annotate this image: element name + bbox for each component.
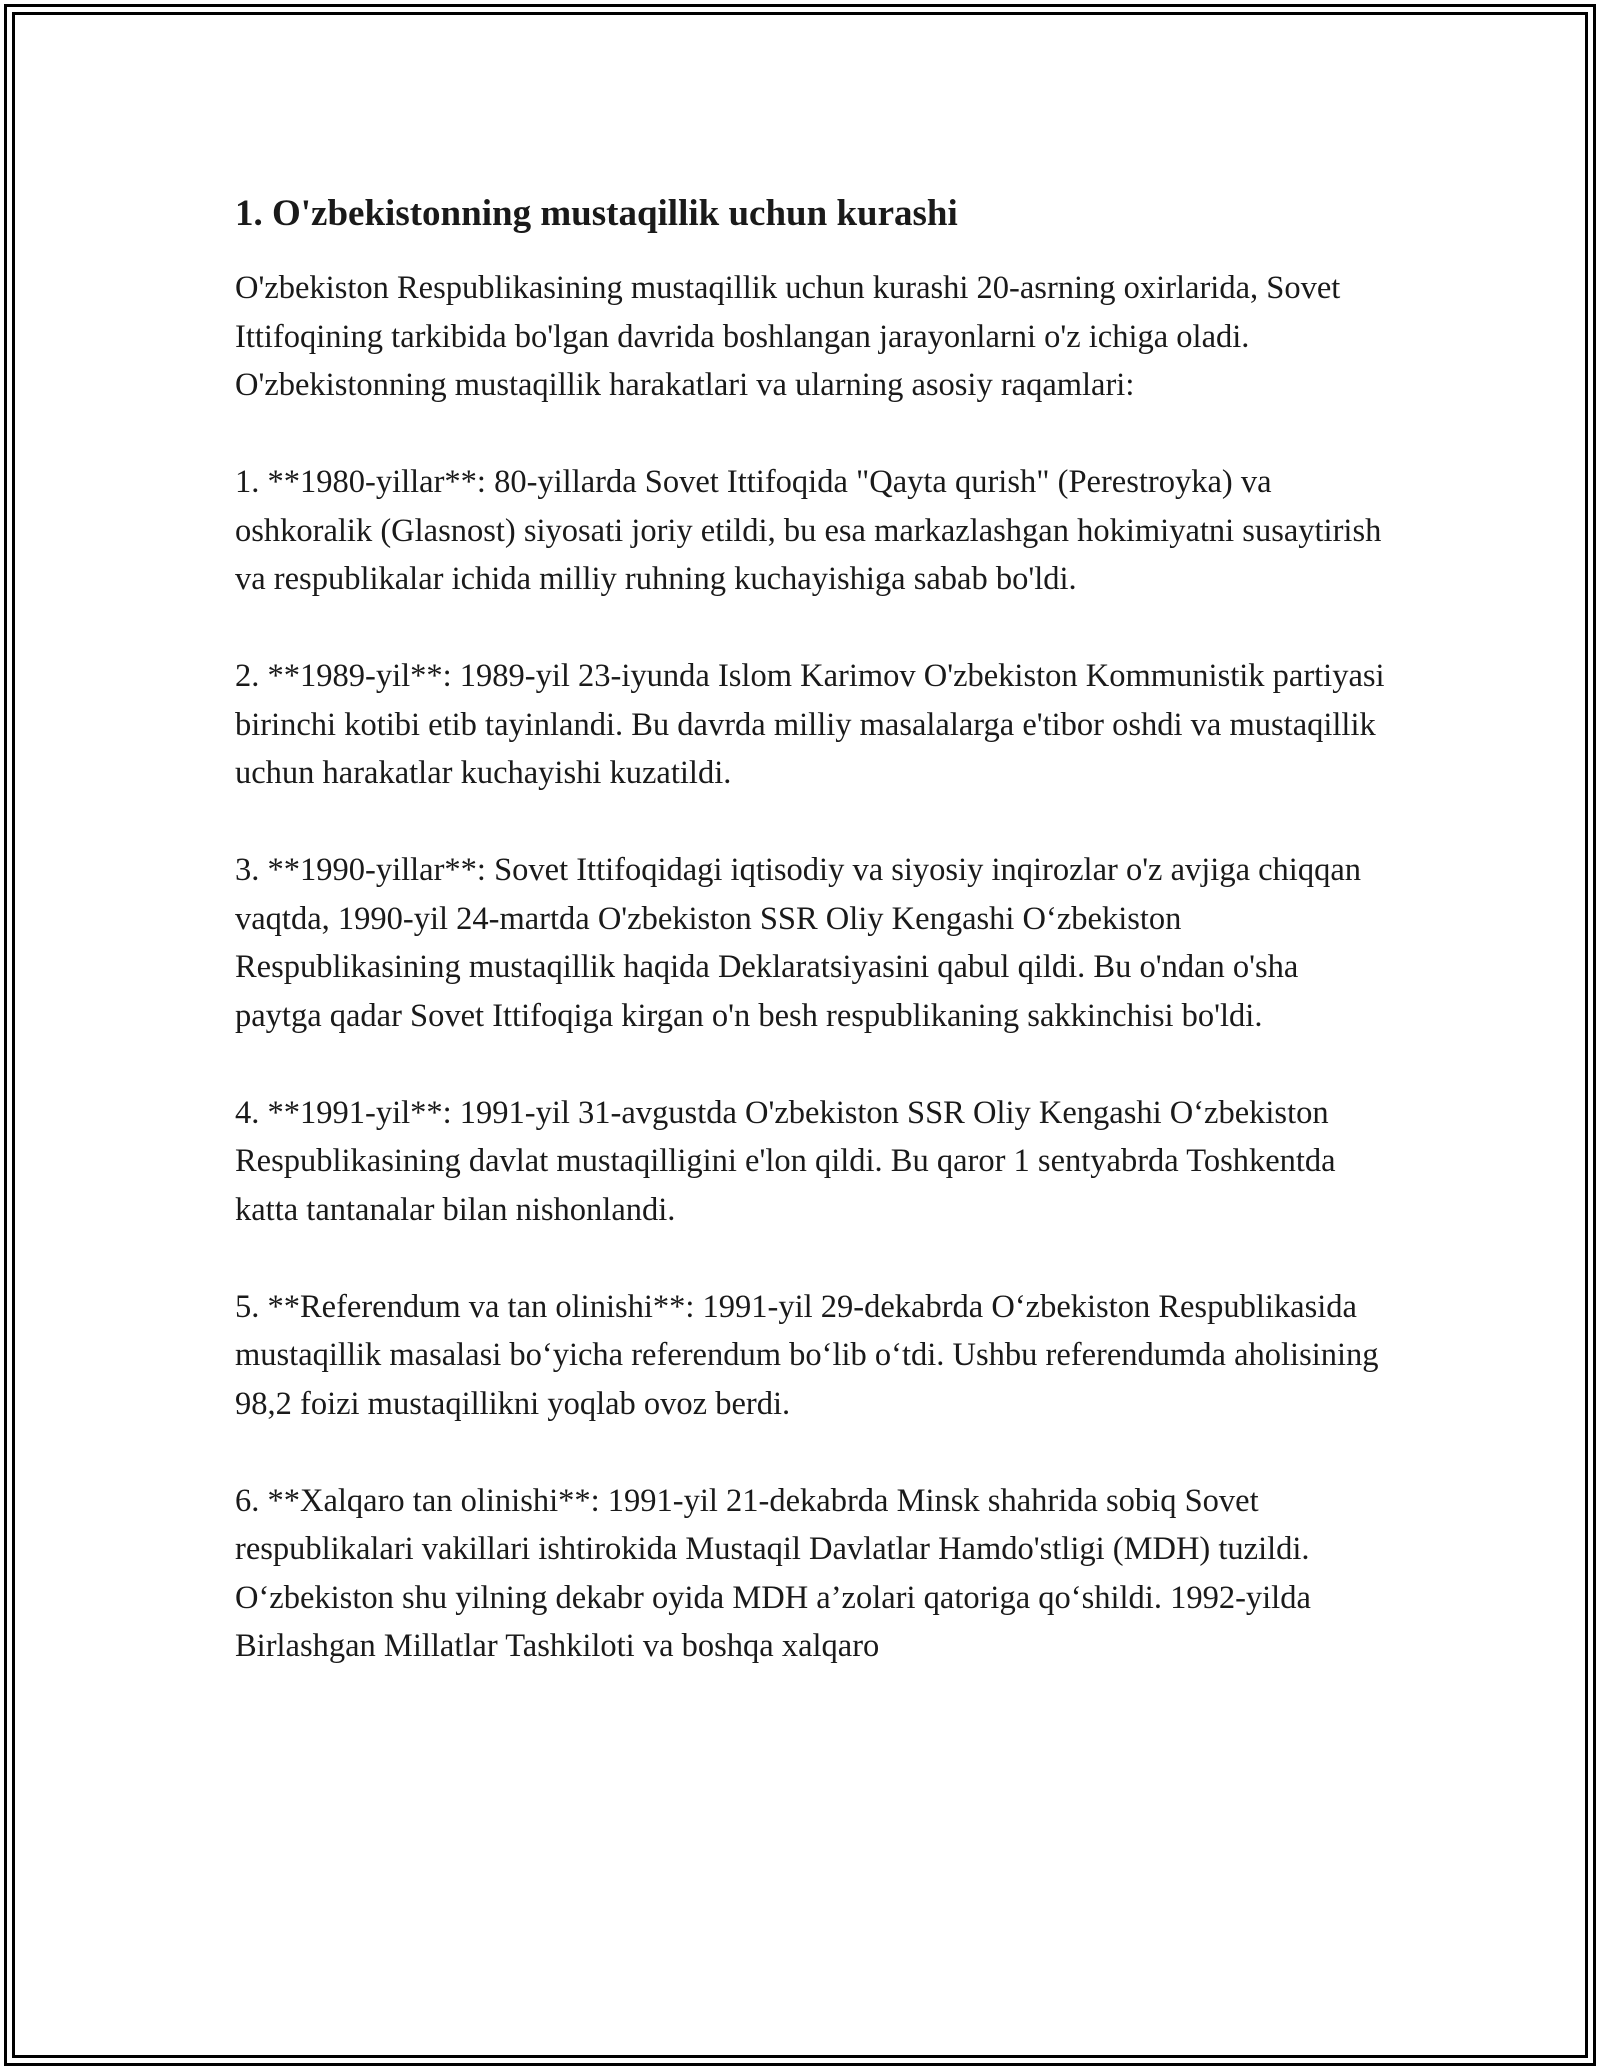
- list-item-1991: 4. **1991-yil**: 1991-yil 31-avgustda O'zbekiston SSR Oliy Kengashi O‘zbekiston Respublikasining davlat mustaqilligini e'lon qildi. Bu qaror 1 sentyabrda Toshkentda katta tantanalar bilan nishonlandi.: [235, 1094, 1336, 1228]
- list-item-1989: 2. **1989-yil**: 1989-yil 23-iyunda Islom Karimov O'zbekiston Kommunistik partiyasi birinchi kotibi etib tayinlandi. Bu davrda milliy masalalarga e'tibor oshdi va mustaqillik uchun harakatlar kuchayishi kuzatildi.: [235, 658, 1385, 791]
- intro-paragraph: O'zbekiston Respublikasining mustaqillik uchun kurashi 20-asrning oxirlarida, Sovet Ittifoqining tarkibida bo'lgan davrida boshlangan jarayonlarni o'z ichiga oladi. O'zbekistonning mustaqillik harakatlari va ularning asosiy raqamlari:: [235, 270, 1341, 403]
- list-item-1990s: 3. **1990-yillar**: Sovet Ittifoqidagi iqtisodiy va siyosiy inqirozlar o'z avjiga chiqqan vaqtda, 1990-yil 24-martda O'zbekiston SSR Oliy Kengashi O‘zbekiston Respublikasining mustaqillik haqida Deklaratsiyasini qabul qildi. Bu o'ndan o'sha paytga qadar Sovet Ittifoqiga kirgan o'n besh respublikaning sakkinchisi bo'ldi.: [235, 852, 1362, 1034]
- document-body: [235, 186, 1385, 1719]
- list-item-referendum: 5. **Referendum va tan olinishi**: 1991-yil 29-dekabrda O‘zbekiston Respublikasida mustaqillik masalasi bo‘yicha referendum bo‘lib o‘tdi. Ushbu referendumda aholisining 98,2 foizi mustaqillikni yoqlab ovoz berdi.: [235, 1288, 1379, 1422]
- document-title: 1. O'zbekistonning mustaqillik uchun kurashi: [235, 193, 958, 234]
- list-item-1980s: 1. **1980-yillar**: 80-yillarda Sovet Ittifoqida "Qayta qurish" (Perestroyka) va oshkoralik (Glasnost) siyosati joriy etildi, bu esa markazlashgan hokimiyatni susaytirish va respublikalar ichida milliy ruhning kuchayishiga sabab bo'ldi.: [235, 464, 1382, 597]
- list-item-international-recognition: 6. **Xalqaro tan olinishi**: 1991-yil 21-dekabrda Minsk shahrida sobiq Sovet respublikalari vakillari ishtirokida Mustaqil Davlatlar Hamdo'stligi (MDH) tuzildi. O‘zbekiston shu yilning dekabr oyida MDH a’zolari qatoriga qo‘shildi. 1992-yilda Birlashgan Millatlar Tashkiloti va boshqa xalqaro: [235, 1482, 1311, 1664]
